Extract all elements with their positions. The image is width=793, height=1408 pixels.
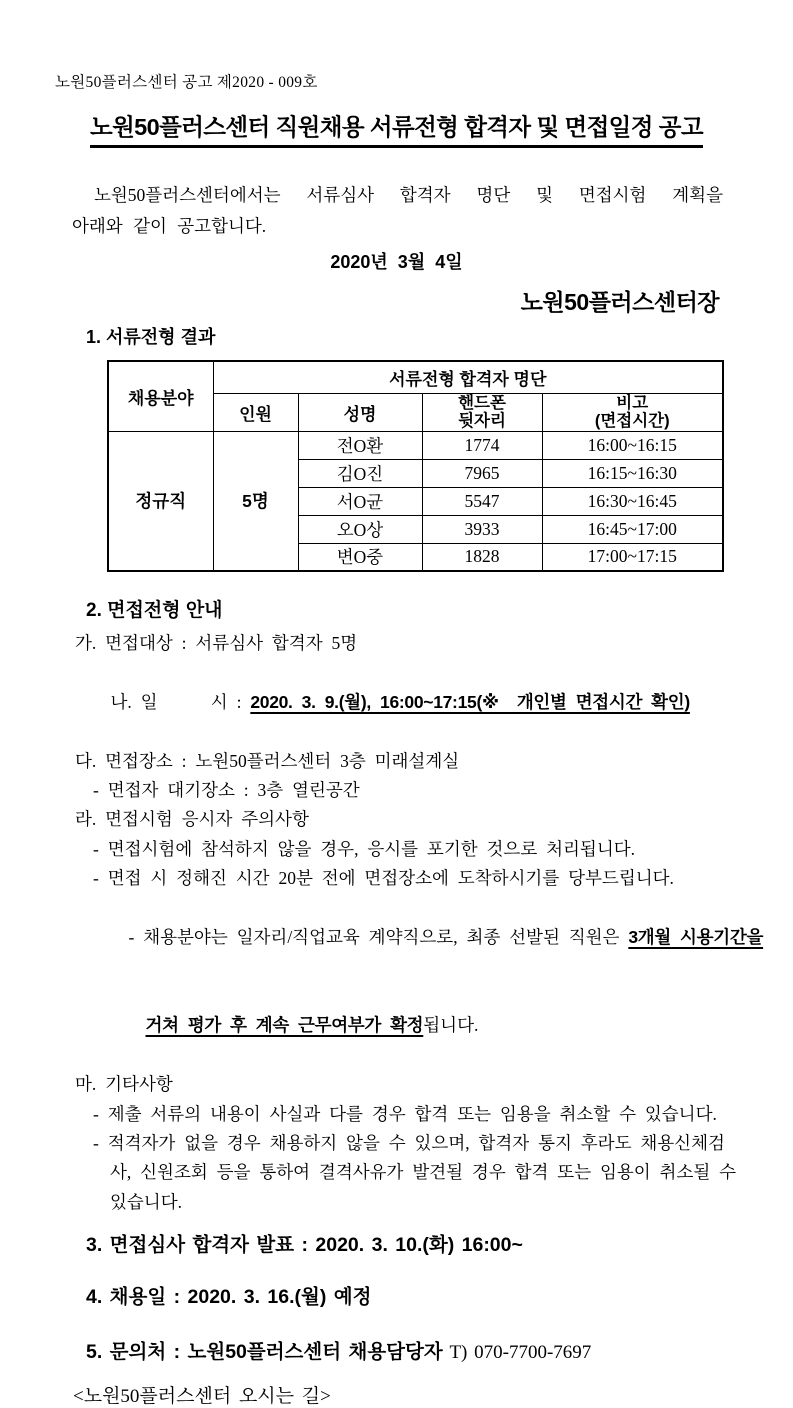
- section3-heading: 3. 면접심사 합격자 발표 : 2020. 3. 10.(화) 16:00~: [86, 1234, 523, 1257]
- table-row: [108, 431, 723, 459]
- caution-bullet-3-line2: [0, 982, 793, 1070]
- phone-cell: 1828: [422, 543, 542, 571]
- category-cell: 정규직: [108, 431, 213, 571]
- note-header-line2: (면접시간): [594, 412, 670, 430]
- note-column-header: [542, 393, 723, 431]
- caution-bullet-3-line1: [0, 894, 793, 982]
- interview-info-list: [0, 629, 793, 1217]
- list-item-etc: 마. 기타사항: [75, 1074, 173, 1095]
- etc-bullet-2-line2: 사, 신원조회 등을 통하여 결격사유가 발견될 경우 합격 또는 임용이 취소될 수: [110, 1162, 737, 1183]
- datetime-value: 2020. 3. 9.(월), 16:00~17:15(※ 개인별 면접시간 확인): [250, 691, 690, 712]
- name-cell: 오O상: [298, 515, 422, 543]
- category-column-header: 채용분야: [108, 361, 213, 431]
- intro-line-2: 아래와 같이 공고합니다.: [72, 216, 267, 236]
- intro-line-1: 노원50플러스센터에서는 서류심사 합격자 명단 및 면접시험 계획을: [94, 185, 723, 205]
- phone-cell: 1774: [422, 431, 542, 459]
- list-item-cautions: 라. 면접시험 응시자 주의사항: [75, 809, 309, 830]
- list-item-waiting-area: - 면접자 대기장소 : 3층 열린공간: [93, 780, 360, 801]
- list-item-datetime: [0, 658, 793, 746]
- etc-bullet-1: - 제출 서류의 내용이 사실과 다를 경우 합격 또는 임용을 취소할 수 있습니다.: [93, 1103, 717, 1124]
- section2-heading: 2. 면접전형 안내: [86, 600, 223, 621]
- phone-cell: 5547: [422, 487, 542, 515]
- caution-3-suffix: 됩니다.: [423, 1015, 479, 1036]
- etc-bullet-2-line3: 있습니다.: [110, 1191, 182, 1212]
- name-column-header: 성명: [298, 393, 422, 431]
- title-row: [0, 112, 793, 148]
- results-table: [107, 360, 724, 572]
- intro-paragraph: [72, 180, 723, 242]
- caution-3-bold-1: 3개월 시용기간을: [628, 927, 764, 948]
- list-item-place: 다. 면접장소 : 노원50플러스센터 3층 미래설계실: [75, 750, 460, 771]
- phone-header-line1: 핸드폰: [458, 394, 506, 412]
- caution-3-bold-2: 거쳐 평가 후 계속 근무여부가 확정: [145, 1015, 424, 1036]
- time-cell: 16:30~16:45: [542, 487, 723, 515]
- phone-cell: 7965: [422, 459, 542, 487]
- name-cell: 김O진: [298, 459, 422, 487]
- note-header-line1: 비고: [616, 394, 649, 412]
- name-cell: 서O균: [298, 487, 422, 515]
- etc-bullet-2-line1: - 적격자가 없을 경우 채용하지 않을 수 있으며, 합격자 통지 후라도 채용신체검: [93, 1132, 725, 1153]
- time-cell: 16:00~16:15: [542, 431, 723, 459]
- signature: 노원50플러스센터장: [520, 289, 719, 315]
- map-caption: <노원50플러스센터 오시는 길>: [73, 1386, 331, 1408]
- list-item-target: 가. 면접대상 : 서류심사 합격자 5명: [75, 633, 358, 653]
- table-header-row-1: [108, 361, 723, 393]
- caution-bullet-1: - 면접시험에 참석하지 않을 경우, 응시를 포기한 것으로 처리됩니다.: [93, 838, 636, 859]
- time-cell: 16:45~17:00: [542, 515, 723, 543]
- section5-heading: [86, 1340, 793, 1365]
- name-cell: 전O환: [298, 431, 422, 459]
- contact-label: 5. 문의처 : 노원50플러스센터 채용담당자: [86, 1341, 443, 1364]
- time-cell: 17:00~17:15: [542, 543, 723, 571]
- headcount-cell: 5명: [213, 431, 298, 571]
- phone-cell: 3933: [422, 515, 542, 543]
- announcement-date: 2020년 3월 4일: [330, 252, 463, 272]
- section1-heading: 1. 서류전형 결과: [86, 327, 216, 347]
- group-header: 서류전형 합격자 명단: [213, 361, 723, 393]
- caution-3-prefix: - 채용분야는 일자리/직업교육 계약직으로, 최종 선발된 직원은: [128, 927, 629, 948]
- section4-heading: 4. 채용일 : 2020. 3. 16.(월) 예정: [86, 1286, 372, 1309]
- contact-phone: T) 070-7700-7697: [442, 1342, 592, 1364]
- time-cell: 16:15~16:30: [542, 459, 723, 487]
- headcount-column-header: 인원: [213, 393, 298, 431]
- phone-header-line2: 뒷자리: [458, 412, 506, 430]
- doc-number: 노원50플러스센터 공고 제2020 - 009호: [55, 74, 318, 91]
- datetime-label: 나. 일 시 :: [110, 691, 251, 712]
- caution-bullet-2: - 면접 시 정해진 시간 20분 전에 면접장소에 도착하시기를 당부드립니다.: [93, 868, 674, 889]
- page-title: 노원50플러스센터 직원채용 서류전형 합격자 및 면접일정 공고: [90, 112, 703, 148]
- phone-column-header: [422, 393, 542, 431]
- name-cell: 변O중: [298, 543, 422, 571]
